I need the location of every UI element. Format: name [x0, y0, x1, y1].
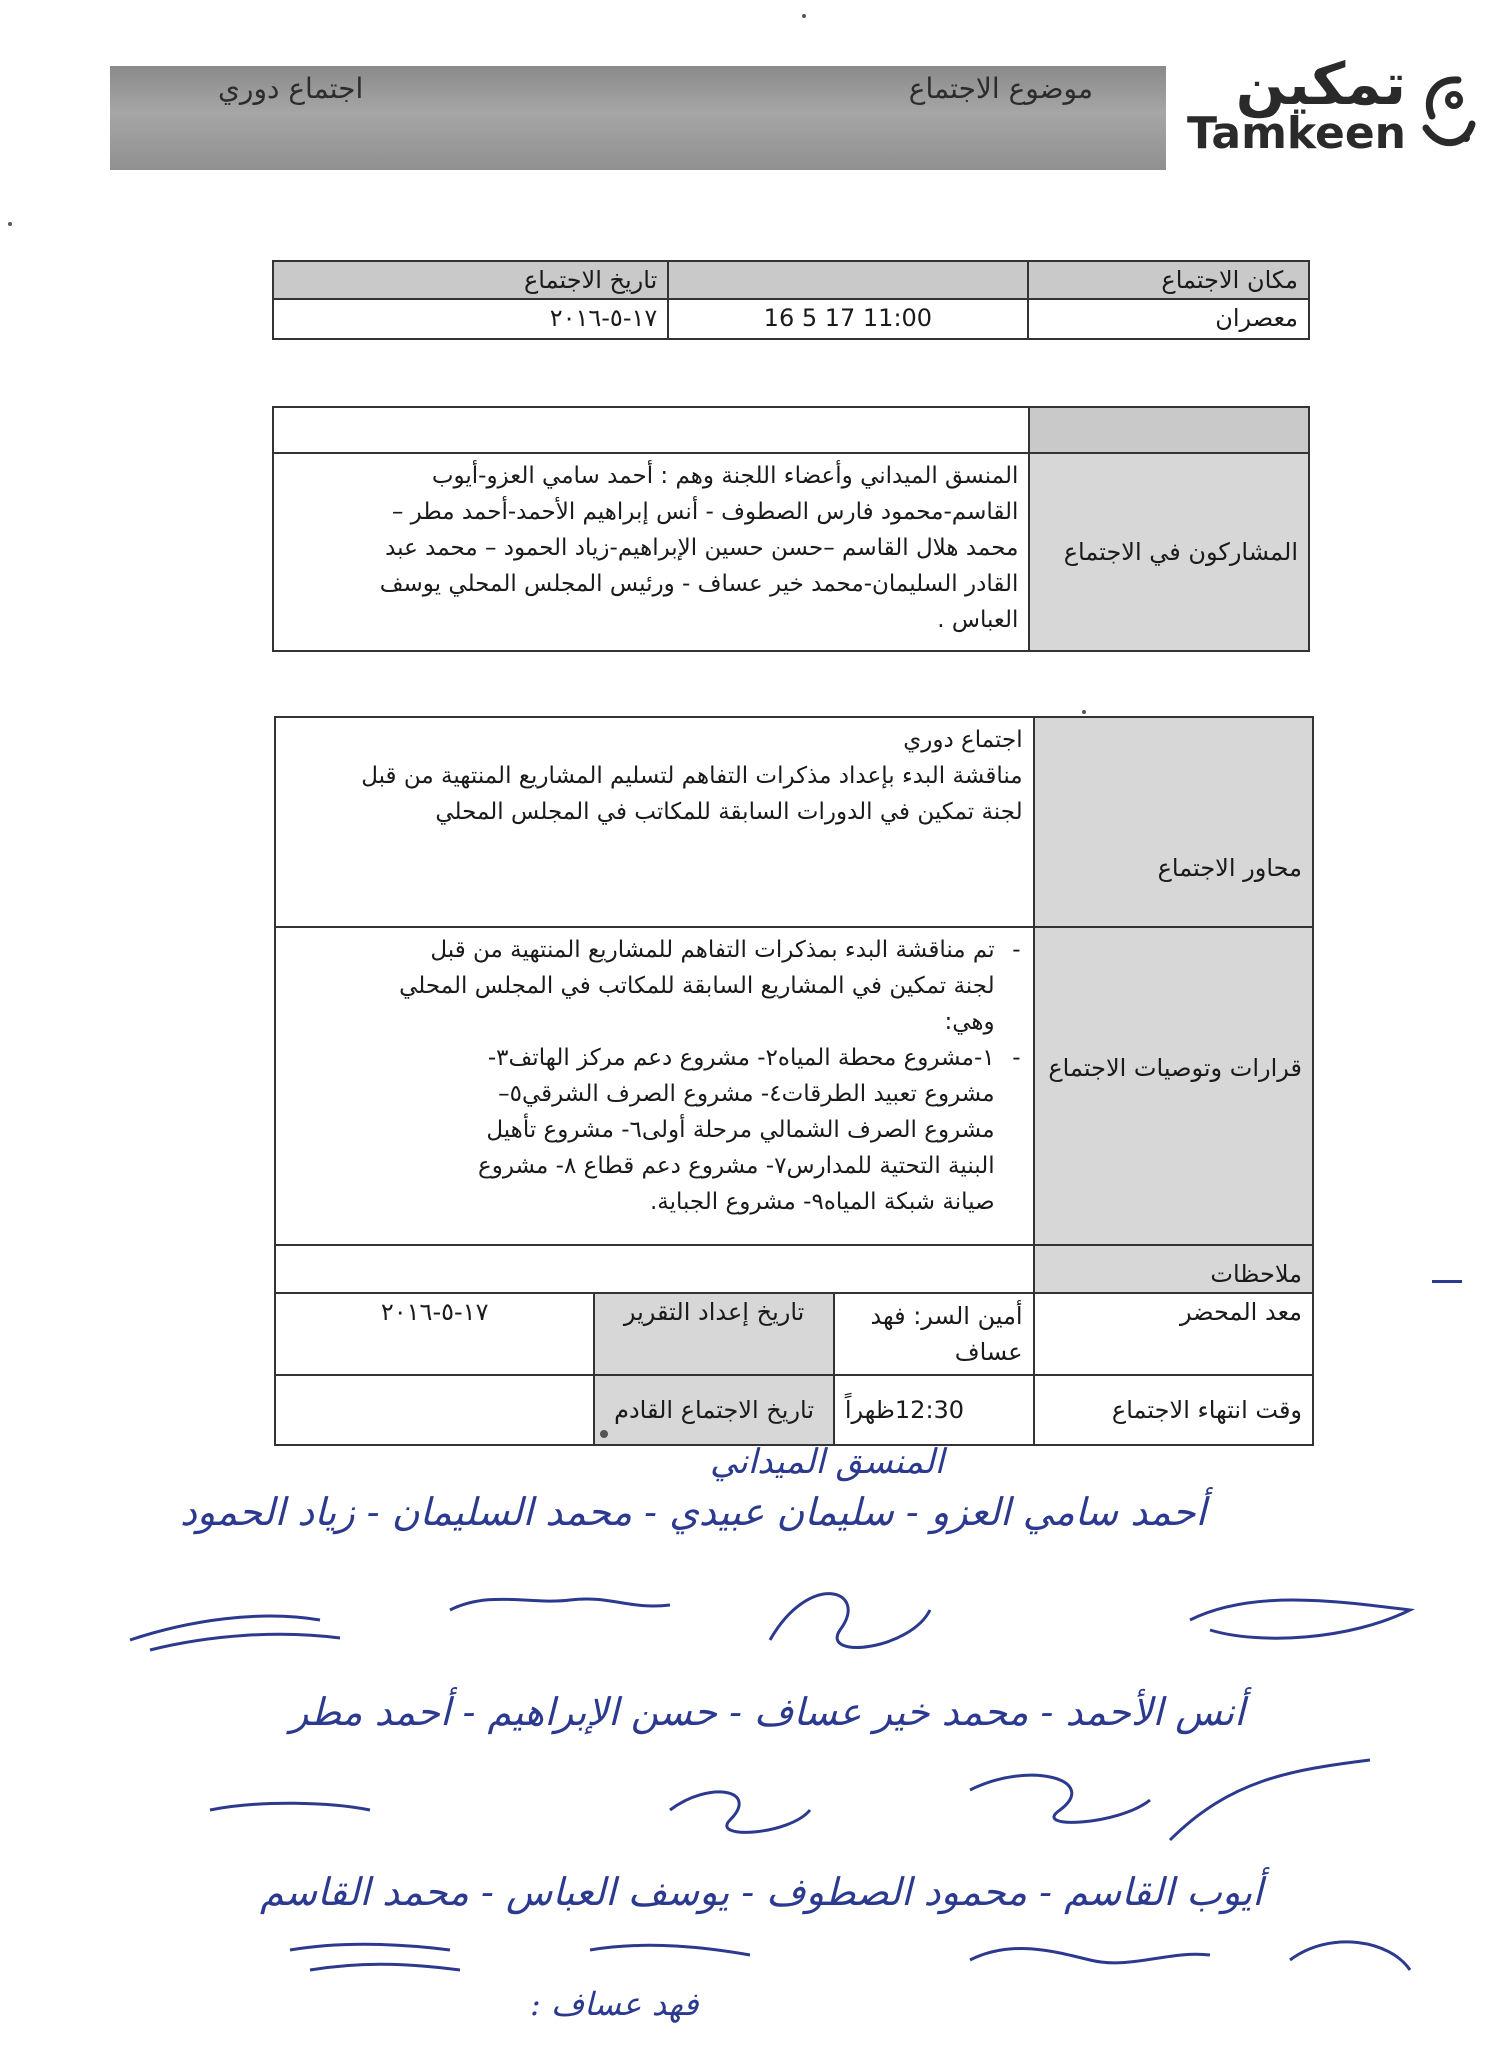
- agenda-label: محاور الاجتماع: [1034, 717, 1313, 927]
- prepared-by-label: معد المحضر: [1034, 1293, 1313, 1375]
- report-date-value: ١٧-٥-٢٠١٦: [275, 1293, 594, 1375]
- signature-names-row-1: أحمد سامي العزو - سليمان عبيدي - محمد السليمان - زياد الحمود: [180, 1490, 1207, 1534]
- signature-coordinator: المنسق الميداني: [710, 1442, 945, 1482]
- decision-item: [286, 1040, 995, 1220]
- decision-line: مشروع تعبيد الطرقات٤- مشروع الصرف الشرقي٥–: [498, 1081, 995, 1107]
- tamkeen-logo: [1188, 50, 1478, 170]
- decisions-list: [286, 932, 1023, 1220]
- agenda-value: [275, 717, 1034, 927]
- decision-line: البنية التحتية للمدارس٧- مشروع دعم قطاع ٨- مشروع: [477, 1153, 995, 1179]
- participants-header-label-cell: [1029, 407, 1309, 453]
- notes-label: ملاحظات: [1034, 1245, 1313, 1293]
- signature-scribbles-row-3: [110, 1920, 1460, 2000]
- notes-value: [275, 1245, 1034, 1293]
- scan-speck: [8, 222, 12, 226]
- participants-line: القاسم-محمود فارس الصطوف - أنس إبراهيم الأحمد-أحمد مطر –: [391, 499, 1019, 525]
- participants-line: محمد هلال القاسم –حسن حسين الإبراهيم-زياد الحمود – محمد عبد: [385, 535, 1019, 561]
- decision-line: صيانة شبكة المياه٩- مشروع الجباية.: [649, 1189, 995, 1215]
- scan-speck: [1082, 710, 1086, 714]
- participants-table: [272, 406, 1310, 652]
- meeting-info-table: [272, 260, 1310, 340]
- secretary-value: [834, 1293, 1034, 1375]
- date-label: تاريخ الاجتماع: [273, 261, 668, 299]
- date-value: ١٧-٥-٢٠١٦: [273, 299, 668, 339]
- decision-line: وهي:: [944, 1009, 995, 1035]
- decision-line: لجنة تمكين في المشاريع السابقة للمكاتب في المجلس المحلي: [399, 973, 995, 999]
- header-empty-cell: [668, 261, 1027, 299]
- signatures-area: [110, 1440, 1460, 2040]
- logo-arabic-text: تمكين: [1235, 50, 1406, 118]
- participants-header-value-cell: [273, 407, 1029, 453]
- scan-speck: [600, 1430, 608, 1438]
- decision-line: - ١-مشروع محطة المياه٢- مشروع دعم مركز الهاتف٣-: [487, 1045, 995, 1071]
- participants-label: المشاركون في الاجتماع: [1029, 453, 1309, 651]
- logo-mark-icon: [1414, 66, 1478, 156]
- agenda-line: لجنة تمكين في الدورات السابقة للمكاتب في المجلس المحلي: [435, 799, 1023, 825]
- participants-value: [273, 453, 1029, 651]
- signature-names-row-3: أيوب القاسم - محمود الصطوف - يوسف العباس - محمد القاسم: [260, 1870, 1263, 1914]
- secretary-line: أمين السر: فهد: [870, 1302, 1023, 1330]
- signature-scribbles-row-1: [110, 1550, 1460, 1680]
- main-minutes-table: [274, 716, 1314, 1446]
- end-time-label: وقت انتهاء الاجتماع: [1034, 1375, 1313, 1445]
- end-time-value: 12:30ظهراً: [834, 1375, 1034, 1445]
- margin-mark: [1432, 1280, 1462, 1283]
- next-meeting-label: تاريخ الاجتماع القادم: [594, 1375, 833, 1445]
- logo-english-text: Tamkeen: [1187, 108, 1406, 159]
- participants-line: المنسق الميداني وأعضاء اللجنة وهم : أحمد سامي العزو-أيوب: [431, 463, 1019, 489]
- next-meeting-value: [275, 1375, 594, 1445]
- agenda-line: مناقشة البدء بإعداد مذكرات التفاهم لتسليم المشاريع المنتهية من قبل: [361, 763, 1023, 789]
- agenda-line: اجتماع دوري: [903, 727, 1023, 753]
- signature-scribbles-row-2: [110, 1740, 1460, 1860]
- signature-names-row-2: أنس الأحمد - محمد خير عساف - حسن الإبراهيم - أحمد مطر: [290, 1690, 1245, 1734]
- place-value: معصران: [1028, 299, 1310, 339]
- report-date-label: تاريخ إعداد التقرير: [594, 1293, 833, 1375]
- datetime-value: 16 5 17 11:00: [668, 299, 1027, 339]
- participants-line: العباس .: [937, 607, 1019, 633]
- decisions-label: قرارات وتوصيات الاجتماع: [1034, 927, 1313, 1245]
- participants-line: القادر السليمان-محمد خير عساف - ورئيس المجلس المحلي يوسف: [379, 571, 1019, 597]
- decisions-value: [275, 927, 1034, 1245]
- decision-item: [286, 932, 995, 1040]
- header-subject-label: موضوع الاجتماع: [908, 72, 1093, 105]
- decision-line: - تم مناقشة البدء بمذكرات التفاهم للمشاريع المنتهية من قبل: [430, 937, 995, 963]
- secretary-line: عساف: [954, 1338, 1023, 1366]
- header-subject-value: اجتماع دوري: [218, 72, 364, 105]
- scan-speck: [802, 14, 806, 18]
- place-label: مكان الاجتماع: [1028, 261, 1310, 299]
- decision-line: مشروع الصرف الشمالي مرحلة أولى٦- مشروع تأهيل: [486, 1117, 995, 1143]
- signature-secretary: فهد عساف :: [530, 1985, 699, 2023]
